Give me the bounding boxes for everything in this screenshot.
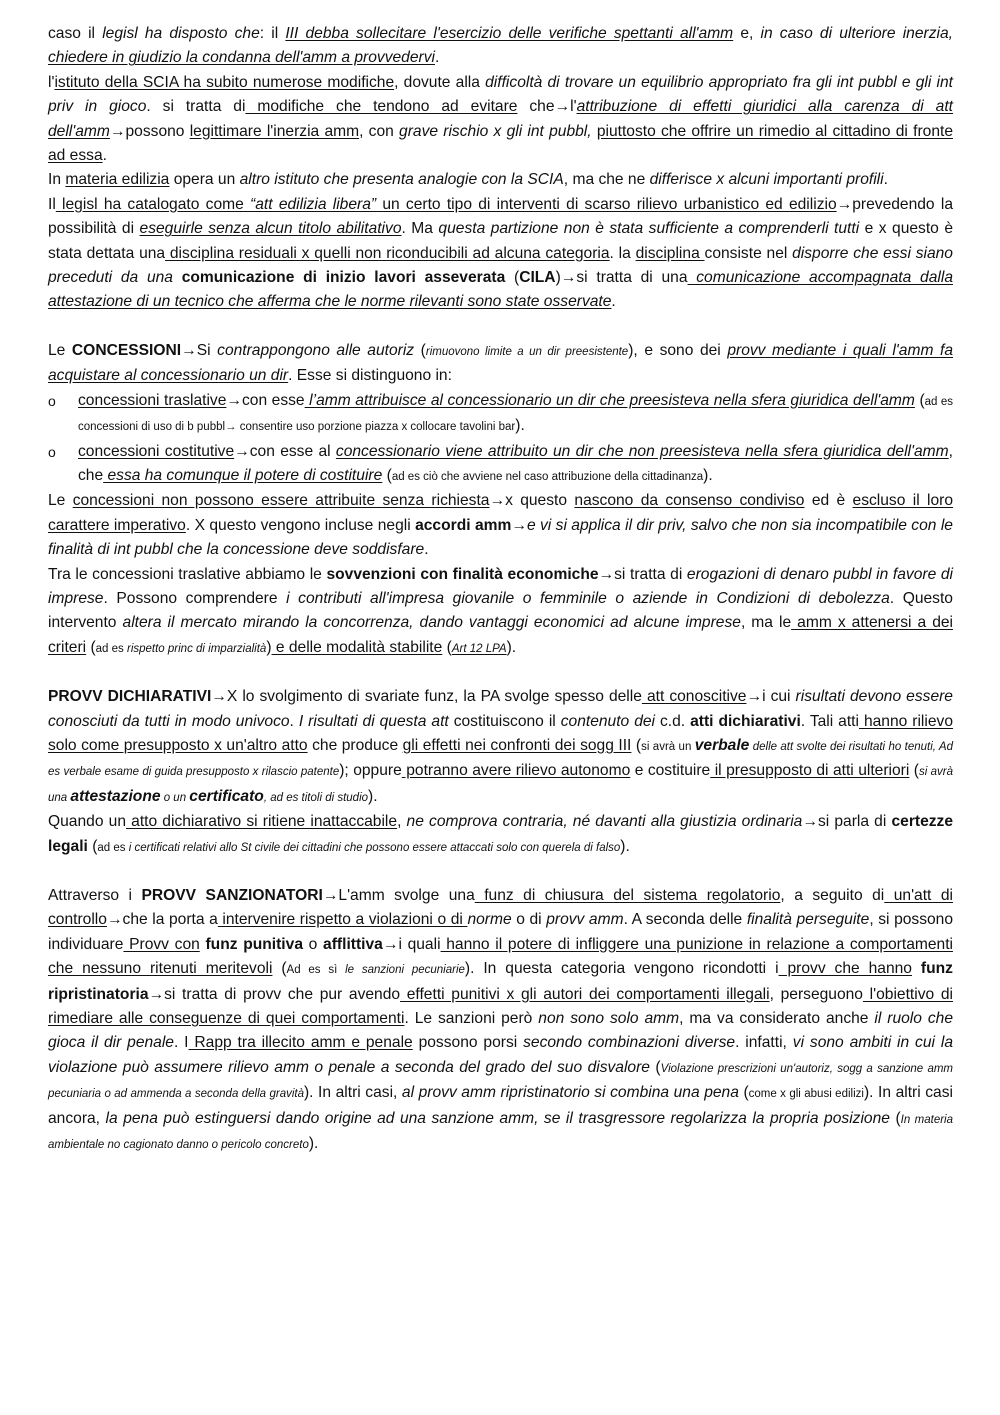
paragraph-spacer — [48, 661, 953, 685]
concessioni-list — [48, 389, 953, 490]
paragraph-sovvenzioni: Tra le concessioni traslative abbiamo le sovvenzioni con finalità economiche→si tratta di erogazioni di denaro pubbl in favore di imprese. Possono comprendere i contributi all'impresa giovanile o femminile o aziende in Condizioni di debolezza. Questo intervento altera il mercato mirando la concorrenza, dando vantaggi economici ad alcune imprese, ma le amm x attenersi a dei criteri (ad es rispetto princ di imparzialità) e delle modalità stabilite (Art 12 LPA). — [48, 565, 954, 656]
list-item: o concessioni costitutive→con esse al concessionario viene attribuito un dir che non preesisteva nella sfera giuridica dell'amm, che essa ha comunque il potere di costituire (ad es ciò che avviene nel caso attribuzione della cittadinanza). — [48, 440, 953, 490]
paragraph-concessioni: Le CONCESSIONI→Si contrappongono alle autoriz (rimuovono limite a un dir preesistente), e sono dei provv mediante i quali l'amm fa acquistare al concessionario un dir. Esse si distinguono in: — [48, 341, 954, 385]
paragraph-provv-dichiarativi: PROVV DICHIARATIVI→X lo svolgimento di svariate funz, la PA svolge spesso delle att conoscitive→i cui risultati devono essere conosciuti da tutti in modo univoco. I risultati di questa att costituiscono il contenuto dei c.d. atti dichiarativi. Tali atti hanno rilievo solo come presupposto x un'altro atto che produce gli effetti nei confronti dei sogg III (si avrà un verbale delle att svolte dei risultati ho tenuti, Ad es verbale esame di guida presupposto x rilascio patente); oppure potranno avere rilievo autonomo e costituire il presupposto di atti ulteriori (si avrà una attestazione o un certificato, ad es titoli di studio). — [48, 688, 954, 805]
paragraph-scia-inerzia: caso il legisl ha disposto che: il III debba sollecitare l'esercizio delle verifiche spettanti all'amm e, in caso di ulteriore inerzia, chiedere in giudizio la condanna dell'amm a provvedervi. — [48, 25, 953, 67]
paragraph-concessioni-richiesta: Le concessioni non possono essere attribuite senza richiesta→x questo nascono da consenso condiviso ed è escluso il loro carattere imperativo. X questo vengono incluse negli accordi amm→e vi si applica il dir priv, salvo che non sia incompatibile con le finalità di int pubbl che la concessione deve soddisfare. — [48, 492, 954, 559]
bullet-circle-icon: o — [48, 392, 56, 409]
list-item: o concessioni traslative→con esse l’amm attribuisce al concessionario un dir che preesisteva nella sfera giuridica dell'amm (ad es concessioni di uso di b pubbl→ consentire uso porzione piazza x collocare tavolini bar). — [48, 389, 953, 440]
paragraph-scia-modifiche: l'istituto della SCIA ha subito numerose modifiche, dovute alla difficoltà di trovare un equilibrio appropriato fra gli int pubbl e gli int priv in gioco. si tratta di modifiche che tendono ad evitare che→l'attribuzione di effetti giuridici alla carenza di att dell'amm→possono legittimare l'inerzia amm, con grave rischio x gli int pubbl, piuttosto che offrire un rimedio al cittadino di fronte ad essa. — [48, 73, 954, 165]
paragraph-spacer — [48, 860, 953, 884]
bullet-circle-icon: o — [48, 443, 56, 460]
paragraph-spacer — [48, 315, 953, 339]
paragraph-certezze-legali: Quando un atto dichiarativo si ritiene inattaccabile, ne comprova contraria, né davanti alla giustizia ordinaria→si parla di certezze legali (ad es i certificati relativi allo St civile dei cittadini che possono essere attaccati solo con querela di falso). — [48, 813, 954, 855]
paragraph-materia-edilizia: In materia edilizia opera un altro istituto che presenta analogie con la SCIA, ma che ne differisce x alcuni importanti profili. — [48, 171, 888, 189]
paragraph-edilizia-libera: Il legisl ha catalogato come “att edilizia libera” un certo tipo di interventi di scarso rilievo urbanistico ed edilizio→prevedendo la possibilità di eseguirle senza alcun titolo abilitativo. Ma questa partizione non è stata sufficiente a comprenderli tutti e x questo è stata dettata una disciplina residuali x quelli non riconducibili ad alcuna categoria. la disciplina consiste nel disporre che essi siano preceduti da una comunicazione di inizio lavori asseverata (CILA)→si tratta di una comunicazione accompagnata dalla attestazione di un tecnico che afferma che le norme rilevanti sono state osservate. — [48, 195, 953, 311]
paragraph-provv-sanzionatori: Attraverso i PROVV SANZIONATORI→L'amm svolge una funz di chiusura del sistema regolatorio, a seguito di un'att di controllo→che la porta a intervenire rispetto a violazioni o di norme o di provv amm. A seconda delle finalità perseguite, si possono individuare Provv con funz punitiva o afflittiva→i quali hanno il potere di infliggere una punizione in relazione a comportamenti che nessuno ritenuti meritevoli (Ad es sì le sanzioni pecuniarie). In questa categoria vengono ricondotti i provv che hanno funz ripristinatoria→si tratta di provv che pur avendo effetti punitivi x gli autori dei comportamenti illegali, perseguono l'obiettivo di rimediare alle conseguenze di quei comportamenti. Le sanzioni però non sono solo amm, ma va considerato anche il ruolo che gioca il dir penale. I Rapp tra illecito amm e penale possono porsi secondo combinazioni diverse. infatti, vi sono ambiti in cui la violazione può assumere rilievo amm o penale a seconda del grado del suo disvalore (Violazione prescrizioni un'autoriz, sogg a sanzione amm pecuniaria o ad ammenda a seconda della gravità). In altri casi, al provv amm ripristinatorio si combina una pena (come x gli abusi edilizi). In altri casi ancora, la pena può estinguersi dando origine ad una sanzione amm, se il trasgressore regolarizza la propria posizione (In materia ambientale no cagionato danno o pericolo concreto). — [48, 887, 954, 1153]
